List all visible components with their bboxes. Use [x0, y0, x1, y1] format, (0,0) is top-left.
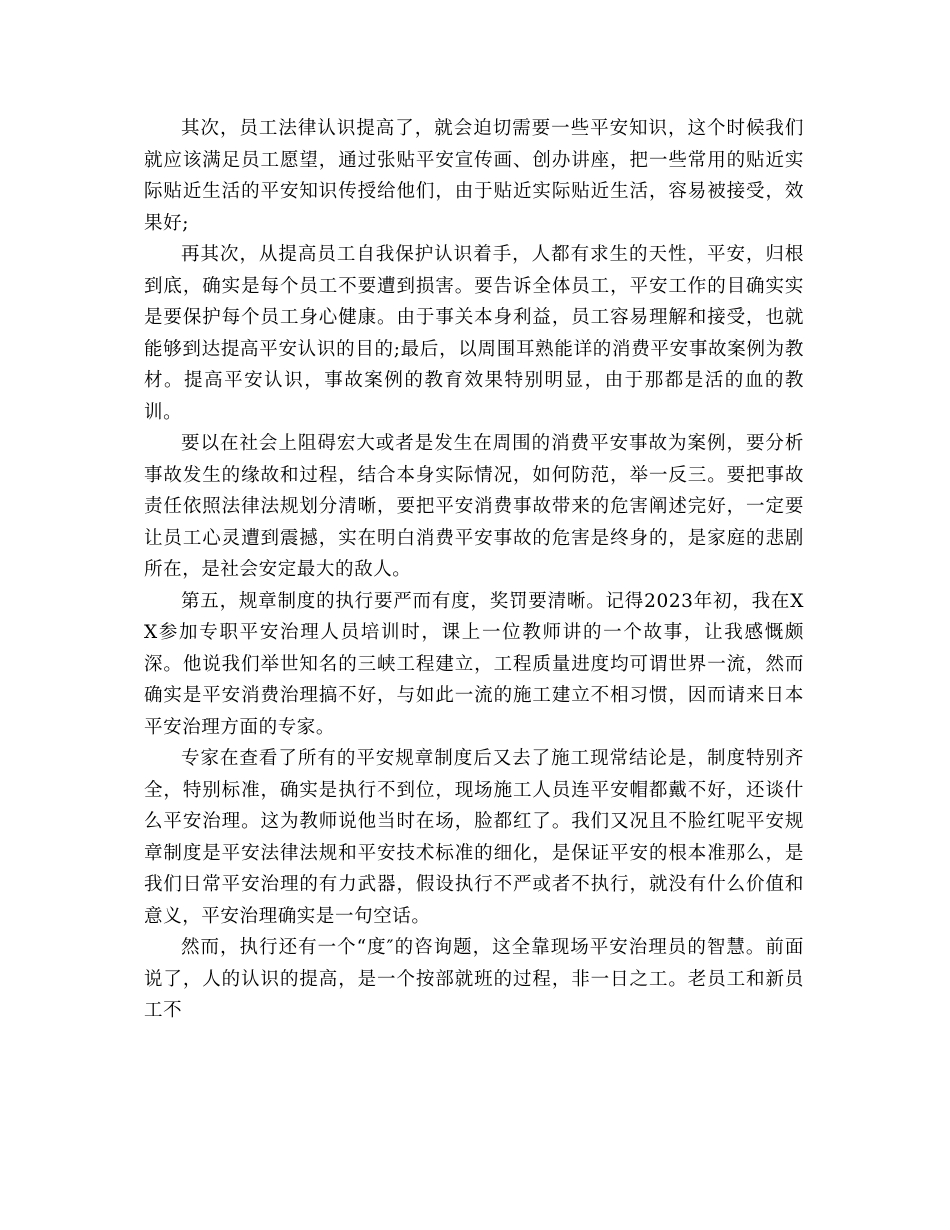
- document-page: [144, 113, 804, 1027]
- paragraph-5: 专家在查看了所有的平安规章制度后又去了施工现常结论是，制度特别齐全，特别标准，确实是执行不到位，现场施工人员连平安帽都戴不好，还谈什么平安治理。这为教师说他当时在场，脸都红了。我们又况且不脸红呢平安规章制度是平安法律法规和平安技术标准的细化，是保证平安的根本准那么，是我们日常平安治理的有力武器，假设执行不严或者不执行，就没有什么价值和意义，平安治理确实是一句空话。: [144, 748, 804, 927]
- paragraph-2: 再其次，从提高员工自我保护认识着手，人都有求生的天性，平安，归根到底，确实是每个员工不要遭到损害。要告诉全体员工，平安工作的目确实实是要保护每个员工身心健康。由于事关本身利益，员工容易理解和接受，也就能够到达提高平安认识的目的;最后，以周围耳熟能详的消费平安事故案例为教材。提高平安认识，事故案例的教育效果特别明显，由于那都是活的血的教训。: [144, 244, 804, 423]
- paragraph-6: 然而，执行还有一个“度″的咨询题，这全靠现场平安治理员的智慧。前面说了，人的认识的提高，是一个按部就班的过程，非一日之工。老员工和新员工不: [144, 937, 804, 1021]
- paragraph-4: 第五，规章制度的执行要严而有度，奖罚要清晰。记得2023年初，我在XX参加专职平安治理人员培训时，课上一位教师讲的一个故事，让我感慨颇深。他说我们举世知名的三峡工程建立，工程质量进度均可谓世界一流，然而确实是平安消费治理搞不好，与如此一流的施工建立不相习惯，因而请来日本平安治理方面的专家。: [144, 590, 804, 738]
- paragraph-1: 其次，员工法律认识提高了，就会迫切需要一些平安知识，这个时候我们就应该满足员工愿望，通过张贴平安宣传画、创办讲座，把一些常用的贴近实际贴近生活的平安知识传授给他们，由于贴近实际贴近生活，容易被接受，效果好;: [144, 118, 804, 234]
- paragraph-3: 要以在社会上阻碍宏大或者是发生在周围的消费平安事故为案例，要分析事故发生的缘故和过程，结合本身实际情况，如何防范，举一反三。要把事故责任依照法律法规划分清晰，要把平安消费事故带来的危害阐述完好，一定要让员工心灵遭到震撼，实在明白消费平安事故的危害是终身的，是家庭的悲剧所在，是社会安定最大的敌人。: [144, 433, 804, 580]
